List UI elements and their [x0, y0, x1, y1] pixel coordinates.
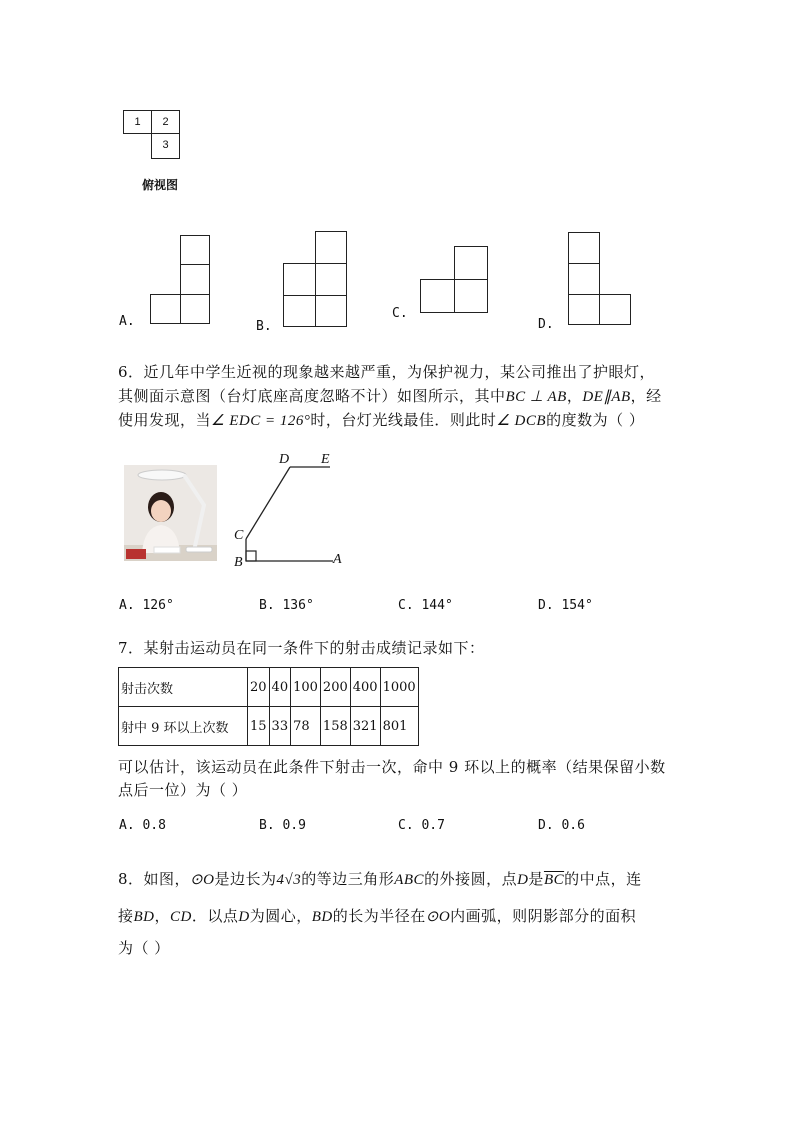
q8-stem-line-3: 为（ ）	[118, 939, 170, 957]
table-cell: 15	[248, 707, 270, 746]
table-cell: 100	[291, 668, 321, 707]
top-view-cell-3: 3	[151, 133, 180, 159]
q8-stem-line-2: 接BD，CD．以点D为圆心，BD的长为半径在⊙O内画弧，则阴影部分的面积	[118, 907, 637, 925]
lamp-geometry-figure	[230, 450, 350, 575]
lamp-photo	[124, 465, 217, 561]
q6-option-a[interactable]: A. 126°	[119, 598, 174, 613]
q5-option-b-label: B.	[256, 319, 272, 334]
table-cell: 1000	[380, 668, 418, 707]
q7-option-c[interactable]: C. 0.7	[398, 818, 445, 833]
figure-label-e: E	[321, 452, 330, 467]
q7-option-d[interactable]: D. 0.6	[538, 818, 585, 833]
q6-stem-line-1: 6．近几年中学生近视的现象越来越严重，为保护视力，某公司推出了护眼灯，	[118, 363, 656, 381]
q7-option-b[interactable]: B. 0.9	[259, 818, 306, 833]
table-row	[119, 668, 419, 707]
table-cell: 33	[269, 707, 291, 746]
figure-label-d: D	[279, 452, 290, 467]
q6-option-b[interactable]: B. 136°	[259, 598, 314, 613]
figure-label-b: B	[234, 555, 243, 570]
table-cell: 801	[380, 707, 418, 746]
top-view-caption: 俯视图	[142, 178, 179, 192]
q5-option-c-label: C.	[392, 306, 408, 321]
table-cell: 400	[350, 668, 380, 707]
q6-stem-line-2: 其侧面示意图（台灯底座高度忽略不计）如图所示，其中BC ⊥ AB，DE∥AB，经	[118, 387, 662, 405]
table-cell: 射中 9 环以上次数	[119, 707, 248, 746]
q7-question-line-1: 可以估计，该运动员在此条件下射击一次，命中 9 环以上的概率（结果保留小数	[118, 758, 666, 776]
table-cell: 78	[291, 707, 321, 746]
table-cell: 20	[248, 668, 270, 707]
table-cell: 40	[269, 668, 291, 707]
q6-option-c[interactable]: C. 144°	[398, 598, 453, 613]
top-view-cell-1: 1	[123, 110, 152, 134]
shooting-record-table	[118, 667, 419, 746]
q7-question-line-2: 点后一位）为（ ）	[118, 781, 248, 799]
figure-label-a: A	[333, 552, 342, 567]
table-cell: 200	[320, 668, 350, 707]
q5-option-a-label: A.	[119, 314, 135, 329]
q5-option-d-label: D.	[538, 317, 554, 332]
q8-stem-line-1: 8．如图，⊙O是边长为4√3的等边三角形ABC的外接圆，点D是$\overline{BC}$的中点，连	[118, 870, 642, 888]
top-view-cell-2: 2	[151, 110, 180, 134]
table-cell: 158	[320, 707, 350, 746]
q6-option-d[interactable]: D. 154°	[538, 598, 593, 613]
q7-option-a[interactable]: A. 0.8	[119, 818, 166, 833]
q7-stem: 7．某射击运动员在同一条件下的射击成绩记录如下：	[118, 639, 485, 657]
table-cell: 射击次数	[119, 668, 248, 707]
q6-stem-line-3: 使用发现，当∠ EDC = 126°时，台灯光线最佳．则此时∠ DCB的度数为（ ）	[118, 411, 645, 429]
table-cell: 321	[350, 707, 380, 746]
table-row	[119, 707, 419, 746]
figure-label-c: C	[234, 528, 244, 543]
